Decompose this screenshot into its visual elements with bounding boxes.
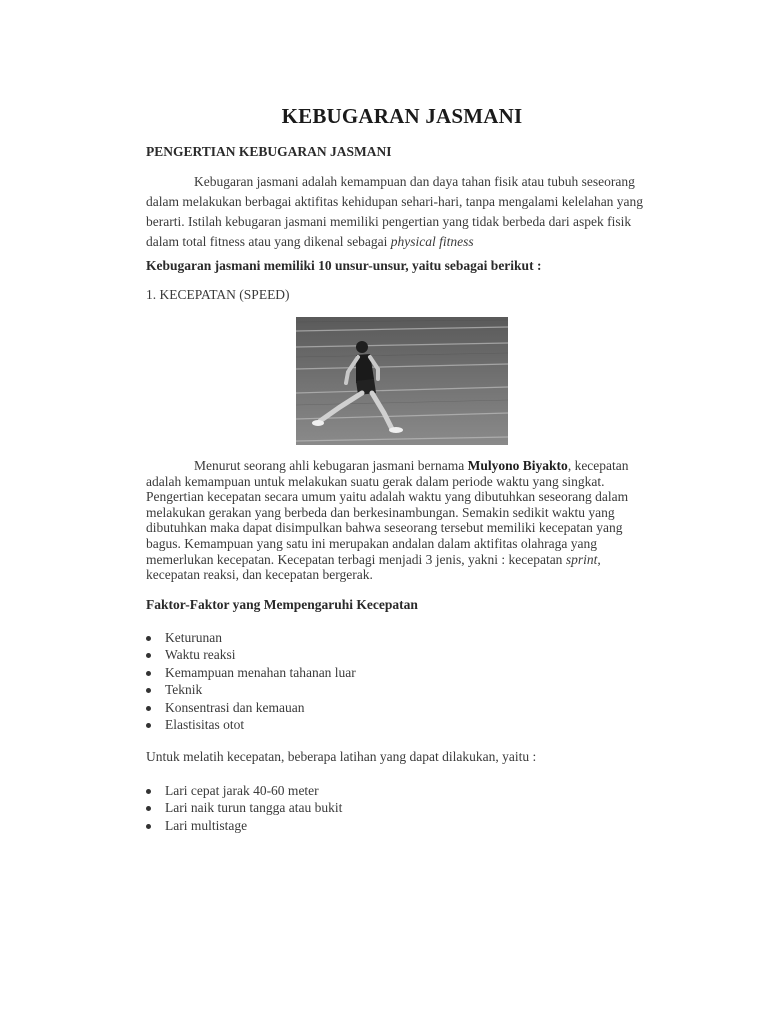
sprinter-photo xyxy=(296,317,508,445)
speed-body: , kecepatan adalah kemampuan untuk melakukan suatu gerak dalam periode waktu yang singkat. Pengertian kecepatan secara umum yaitu adalah waktu yang dibutuhkan seseorang dalam melakukan gerakan yang berbeda dan berkesinambungan. Semakin sedikit waktu yang dibutuhkan maka dapat disimpulkan bahwa seseorang tersebut memiliki kecepatan yang bagus. Kemampuan yang satu ini merupakan andalan dalam aktifitas olahraga yang memerlukan kecepatan. Kecepatan terbagi menjadi 3 jenis, yakni : kecepatan xyxy=(146,458,629,567)
list-item: Waktu reaksi xyxy=(146,646,356,663)
document-title: KEBUGARAN JASMANI xyxy=(281,104,523,128)
physical-fitness-term: physical fitness xyxy=(390,234,474,249)
list-item: Keturunan xyxy=(146,629,356,646)
bullet-icon xyxy=(146,688,151,693)
speed-paragraph xyxy=(146,458,658,583)
expert-name: Mulyono Biyakto xyxy=(467,458,568,473)
list-item: Lari cepat jarak 40-60 meter xyxy=(146,782,342,799)
sprint-term: sprint xyxy=(565,551,598,567)
running-athlete-image xyxy=(296,317,508,445)
bullet-icon xyxy=(146,706,151,711)
bullet-icon xyxy=(146,671,151,676)
bullet-icon xyxy=(146,723,151,728)
bullet-icon xyxy=(146,636,151,641)
list-item: Lari naik turun tangga atau bukit xyxy=(146,799,342,816)
definition-text: Kebugaran jasmani adalah kemampuan dan daya tahan fisik atau tubuh seseorang dalam melakukan berbagai aktifitas kehidupan sehari-hari, tanpa mengalami kelelahan yang berarti. Istilah kebugaran jasmani memiliki pengertian yang tidak berbeda dari aspek fisik dalam total fitness atau yang dikenal sebagai xyxy=(146,174,644,249)
bullet-icon xyxy=(146,806,151,811)
factors-heading: Faktor-Faktor yang Mempengaruhi Kecepatan xyxy=(146,597,418,612)
section-heading-elements: Kebugaran jasmani memiliki 10 unsur-unsur, yaitu sebagai berikut : xyxy=(146,258,542,273)
element-speed-heading: 1. KECEPATAN (SPEED) xyxy=(146,287,290,302)
training-intro: Untuk melatih kecepatan, beberapa latihan yang dapat dilakukan, yaitu : xyxy=(146,749,537,764)
bullet-icon xyxy=(146,824,151,829)
list-item: Elastisitas otot xyxy=(146,716,356,733)
definition-paragraph xyxy=(146,172,658,252)
speed-tail: , kecepatan reaksi, dan kecepatan bergerak. xyxy=(146,551,601,583)
speed-intro: Menurut seorang ahli kebugaran jasmani bernama xyxy=(194,458,465,473)
list-item: Teknik xyxy=(146,681,356,698)
factors-list xyxy=(146,629,356,733)
bullet-icon xyxy=(146,653,151,658)
bullet-icon xyxy=(146,789,151,794)
list-item: Konsentrasi dan kemauan xyxy=(146,699,356,716)
section-heading-definition: PENGERTIAN KEBUGARAN JASMANI xyxy=(146,144,392,159)
list-item: Kemampuan menahan tahanan luar xyxy=(146,664,356,681)
list-item: Lari multistage xyxy=(146,817,342,834)
training-list xyxy=(146,782,342,834)
